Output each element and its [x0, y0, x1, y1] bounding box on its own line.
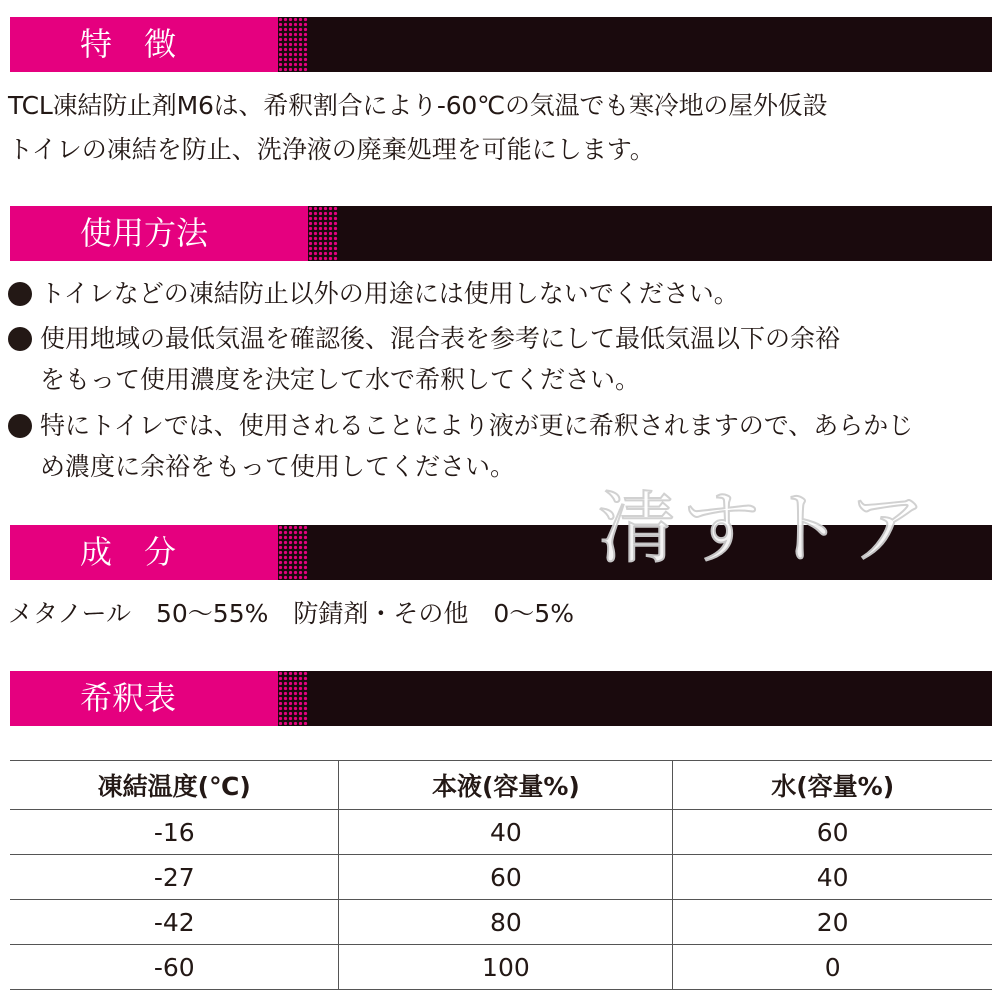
- section-title-ingredients: 成 分: [80, 533, 177, 571]
- section-header-dilution: [10, 671, 992, 726]
- bullet-dot-icon: [8, 414, 32, 438]
- table-cell: -60: [10, 945, 339, 990]
- table-row: [10, 945, 992, 990]
- table-cell: -16: [10, 810, 339, 855]
- table-cell: 100: [339, 945, 673, 990]
- table-row: [10, 900, 992, 945]
- table-header-cell: 水(容量%): [673, 761, 992, 810]
- usage-item-3-text-cont: め濃度に余裕をもって使用してください。: [40, 452, 516, 481]
- features-line-1: TCL凍結防止剤M6は、希釈割合により-60℃の気温でも寒冷地の屋外仮設: [8, 91, 828, 120]
- table-row: [10, 855, 992, 900]
- features-line-2: トイレの凍結を防止、洗浄液の廃棄処理を可能にします。: [8, 135, 655, 164]
- table-cell: 80: [339, 900, 673, 945]
- table-header-row: [10, 761, 992, 810]
- table-cell: 40: [339, 810, 673, 855]
- table-cell: 60: [673, 810, 992, 855]
- usage-item-2-text-cont: をもって使用濃度を決定して水で希釈してください。: [40, 365, 641, 394]
- table-row: [10, 810, 992, 855]
- section-title-features: 特 徴: [80, 25, 177, 63]
- usage-item-2: [8, 318, 990, 400]
- usage-item-2-text: 使用地域の最低気温を確認後、混合表を参考にして最低気温以下の余裕: [40, 324, 841, 353]
- usage-item-3-text: 特にトイレでは、使用されることにより液が更に希釈されますので、あらかじ: [40, 411, 914, 440]
- usage-item-1: [8, 273, 990, 314]
- table-cell: 20: [673, 900, 992, 945]
- section-header-features: [10, 17, 992, 72]
- dilution-table: [10, 760, 992, 990]
- table-cell: 40: [673, 855, 992, 900]
- table-cell: 0: [673, 945, 992, 990]
- section-title-dilution: 希釈表: [80, 679, 177, 717]
- table-header-cell: 凍結温度(℃): [10, 761, 339, 810]
- usage-item-1-text: トイレなどの凍結防止以外の用途には使用しないでください。: [40, 279, 739, 308]
- watermark: 清すトア: [598, 484, 932, 574]
- table-cell: -42: [10, 900, 339, 945]
- section-header-usage: [10, 206, 992, 261]
- bullet-dot-icon: [8, 282, 32, 306]
- ingredients-text: メタノール 50～55% 防錆剤・その他 0～5%: [8, 599, 574, 628]
- section-title-usage: 使用方法: [80, 214, 209, 252]
- bullet-dot-icon: [8, 327, 32, 351]
- table-cell: -27: [10, 855, 339, 900]
- table-cell: 60: [339, 855, 673, 900]
- table-header-cell: 本液(容量%): [339, 761, 673, 810]
